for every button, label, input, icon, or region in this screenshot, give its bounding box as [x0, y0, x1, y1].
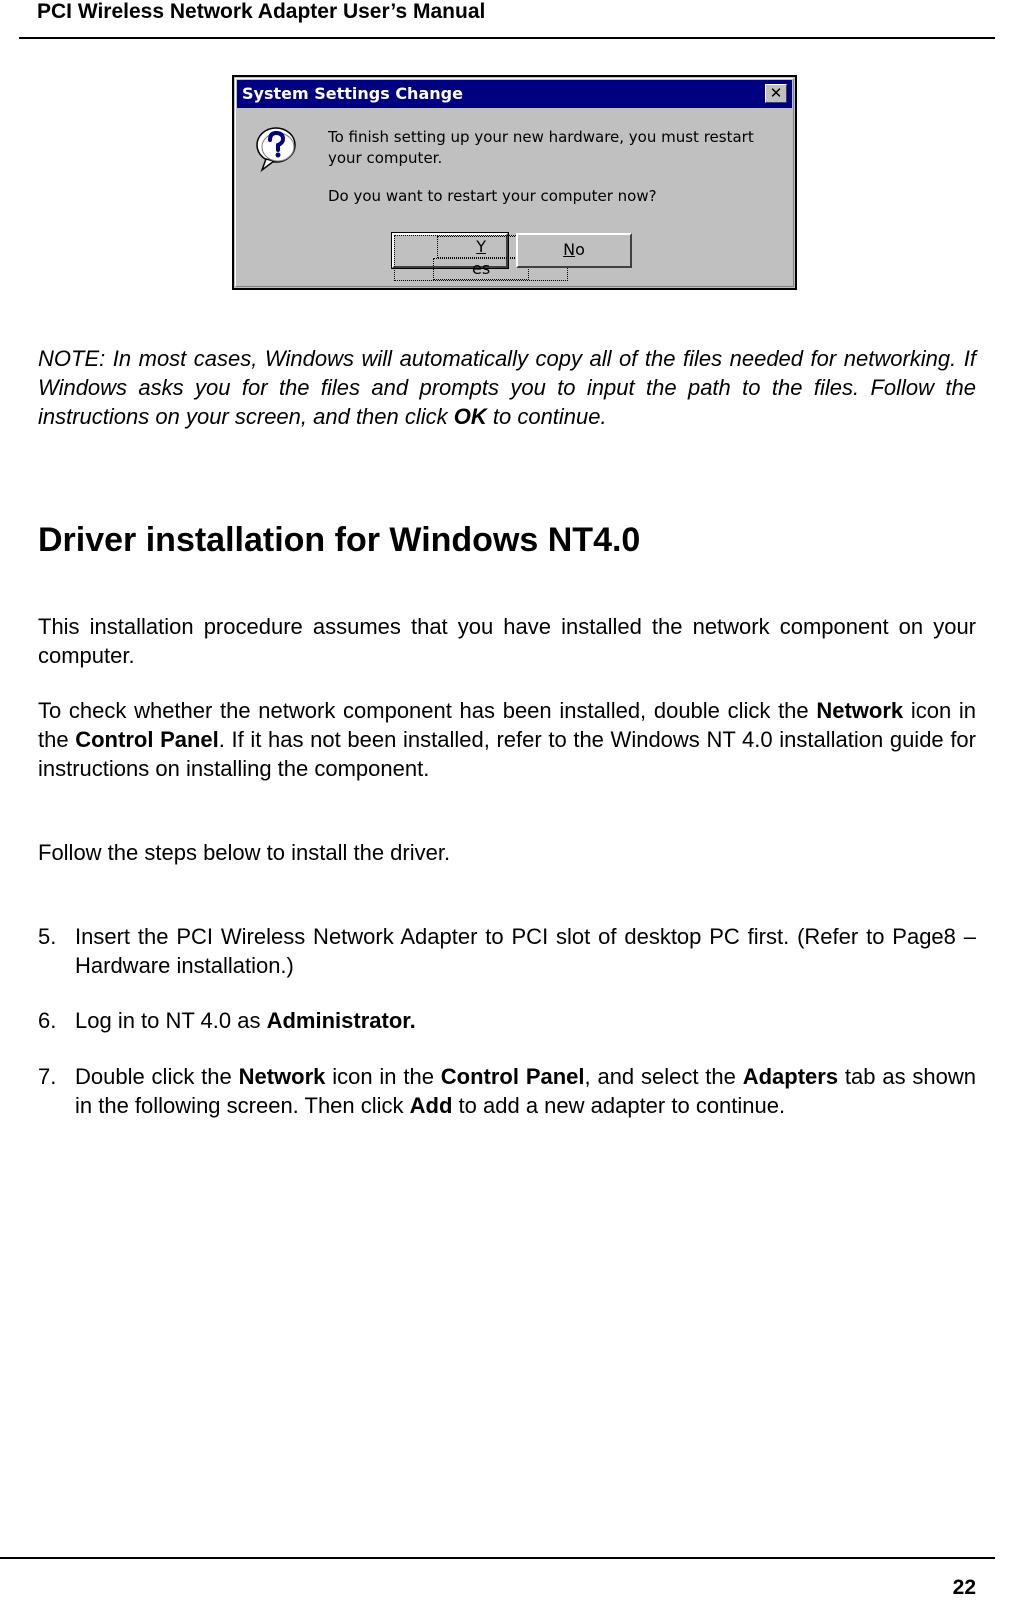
p2-network: Network	[816, 698, 904, 723]
step7-c: icon in the	[325, 1064, 441, 1089]
dialog-title-bar[interactable]	[237, 80, 792, 108]
p2-c: icon in the	[38, 698, 976, 752]
page-number: 22	[952, 1576, 976, 1599]
list-item	[38, 1062, 976, 1120]
check-network-paragraph	[38, 696, 976, 783]
list-item	[38, 1006, 976, 1035]
no-label-rest: o	[575, 240, 585, 259]
p2-control-panel: Control Panel	[75, 727, 219, 752]
list-item-text: Insert the PCI Wireless Network Adapter to PCI slot of desktop PC first. (Refer to Page8 – Hardware installation.)	[75, 924, 976, 978]
step7-control-panel: Control Panel	[440, 1064, 585, 1089]
note-text: NOTE: In most cases, Windows will automatically copy all of the files needed for networking. If Windows asks you for the files and prompts you to input the path to the files. Follow the instructions on your screen, and then click	[38, 346, 976, 429]
step6-administrator: Administrator.	[266, 1008, 416, 1033]
p2-e: . If it has not been installed, refer to the Windows NT 4.0 installation guide for instructions on installing the component.	[38, 727, 976, 781]
close-icon: ✕	[769, 84, 783, 102]
follow-steps-paragraph: Follow the steps below to install the driver.	[38, 840, 451, 865]
step7-g: tab as shown in the following screen. Then click	[75, 1064, 977, 1118]
intro-paragraph: This installation procedure assumes that you have installed the network component on your computer.	[38, 614, 976, 668]
footer-rule	[0, 1557, 995, 1559]
list-item-text	[75, 1062, 976, 1120]
step7-network: Network	[238, 1064, 326, 1089]
note-ok-emphasis: OK	[453, 404, 487, 429]
yes-label-rest: es	[433, 258, 529, 280]
close-button[interactable]	[765, 84, 787, 103]
yes-button[interactable]	[392, 233, 508, 278]
page-header-title: PCI Wireless Network Adapter User’s Manual	[37, 0, 486, 23]
note-suffix: to continue.	[486, 404, 607, 429]
list-item-number: 5.	[38, 924, 57, 949]
step7-adapters: Adapters	[742, 1064, 839, 1089]
p2-a: To check whether the network component has been installed, double click the	[38, 698, 817, 723]
dialog-message-primary: To finish setting up your new hardware, you must restart your computer.	[328, 128, 754, 167]
dialog-title: System Settings Change	[242, 84, 463, 103]
step6-a: Log in to NT 4.0 as	[75, 1008, 267, 1033]
step7-i: to add a new adapter to continue.	[452, 1093, 786, 1118]
no-accelerator: N	[563, 240, 576, 259]
note-paragraph	[38, 344, 976, 431]
header-rule	[19, 37, 995, 39]
list-item	[38, 922, 976, 980]
step7-add: Add	[409, 1093, 453, 1118]
list-item-number: 7.	[38, 1064, 57, 1089]
step7-e: , and select the	[584, 1064, 743, 1089]
system-settings-change-dialog	[232, 75, 797, 290]
dialog-message-question: Do you want to restart your computer now?	[328, 187, 657, 205]
question-balloon-icon	[254, 125, 298, 173]
yes-accelerator: Y	[437, 236, 525, 258]
step7-a: Double click the	[75, 1064, 239, 1089]
no-button[interactable]	[516, 233, 632, 268]
list-item-number: 6.	[38, 1008, 57, 1033]
list-item-text	[75, 1006, 976, 1035]
section-heading: Driver installation for Windows NT4.0	[38, 521, 641, 559]
